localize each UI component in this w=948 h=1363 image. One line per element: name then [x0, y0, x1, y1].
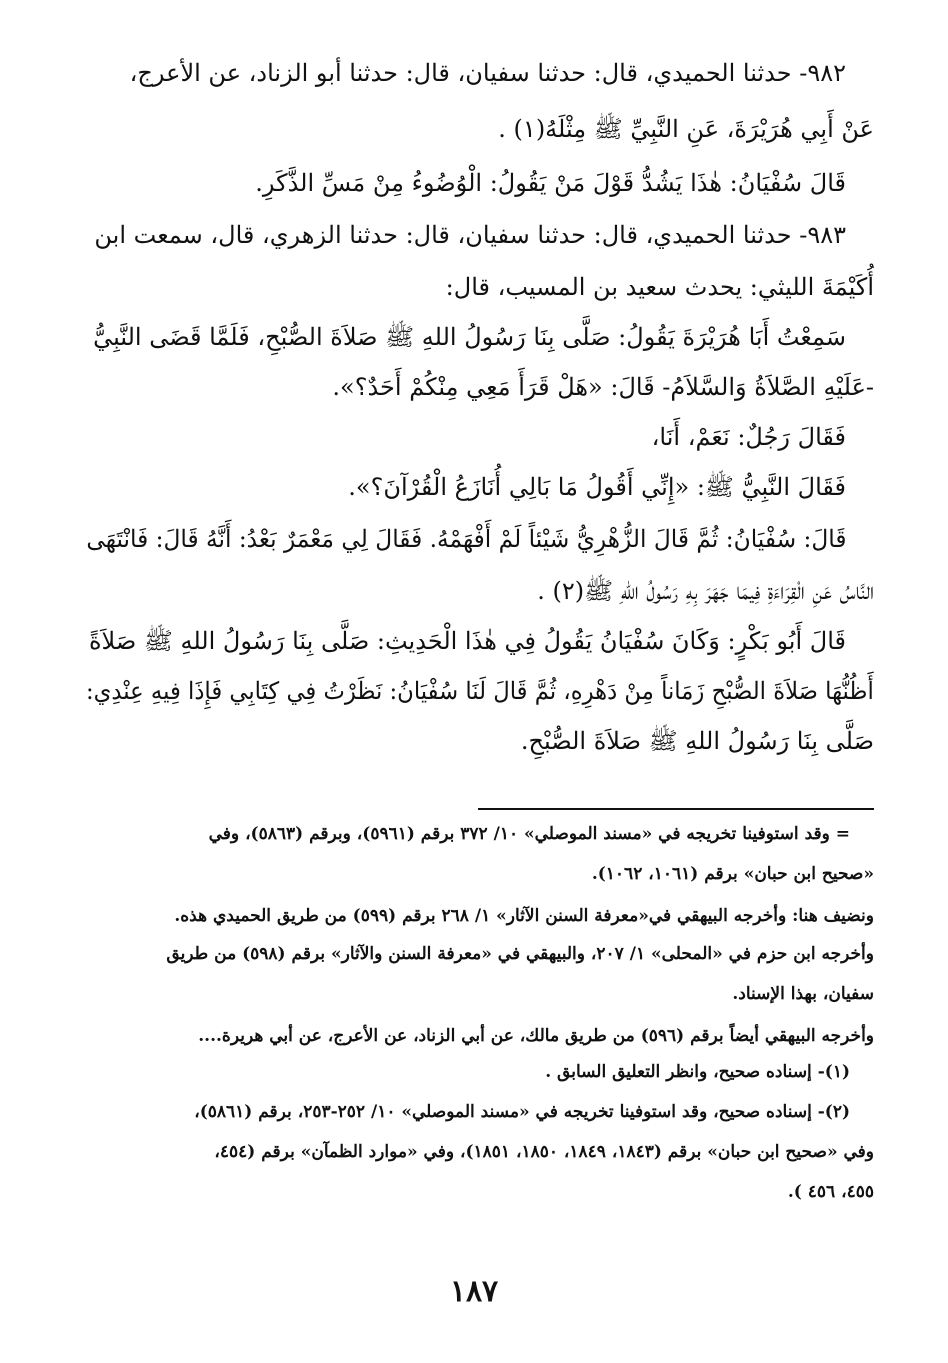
text-line: فَقَالَ النَّبِيُّ ﷺ: «إِنِّي أَقُولُ مَا بَالِي أُنَازَعُ الْقُرْآنَ؟». — [348, 473, 846, 501]
footnote-line: «صحيح ابن حبان» برقم (١٠٦١، ١٠٦٢). — [591, 864, 874, 884]
footnote-line: ٤٥٥، ٤٥٦ ). — [787, 1182, 874, 1202]
text-line: قَالَ: سُفْيَانُ: ثُمَّ قَالَ الزُّهْرِيُّ شَيْئاً لَمْ أَفْهَمْهُ. فَقَالَ لِي مَعْمَرٌ بَعْدُ: أَنَّهُ قَالَ: فَانْتَهَى — [86, 525, 847, 553]
text-line: ٩٨٣- حدثنا الحميدي، قال: حدثنا سفيان، قال: حدثنا الزهري، قال، سمعت ابن — [94, 221, 846, 249]
footnote-line: سفيان، بهذا الإسناد. — [732, 984, 874, 1004]
text-line: ٩٨٢- حدثنا الحميدي، قال: حدثنا سفيان، قال: حدثنا أبو الزناد، عن الأعرج، — [129, 59, 846, 87]
text-line: أَظُنُّهَا صَلاَةَ الصُّبْحِ زَمَاناً مِنْ دَهْرِهِ، ثُمَّ قَالَ لَنَا سُفْيَانُ: نَظَرْتُ فِي كِتَابِي فَإِذَا فِيهِ عِنْدِي: — [86, 677, 874, 705]
text-line: -عَلَيْهِ الصَّلاَةُ وَالسَّلاَمُ- قَالَ: «هَلْ قَرَأَ مَعِي مِنْكُمْ أَحَدٌ؟». — [332, 373, 874, 401]
footnote-line: وأخرجه ابن حزم في «المحلى» ١/ ٢٠٧، والبيهقي في «معرفة السنن والآثار» برقم (٥٩٨) من طريق — [166, 944, 874, 964]
footnote-line: (٢)- إسناده صحيح، وقد استوفينا تخريجه في «مسند الموصلي» ١٠/ ٢٥٢-٢٥٣، برقم (٥٨٦١)، — [194, 1102, 850, 1122]
footnote-line: ونضيف هنا: وأخرجه البيهقي في«معرفة السنن الآثار» ١/ ٢٦٨ برقم (٥٩٩) من طريق الحميدي هذه. — [174, 906, 874, 926]
footnote-line: وفي «صحيح ابن حبان» برقم (١٨٤٣، ١٨٤٩، ١٨٥٠، ١٨٥١)، وفي «موارد الظمآن» برقم (٤٥٤، — [214, 1142, 874, 1162]
text-line: أُكَيْمَةَ الليثي: يحدث سعيد بن المسيب، قال: — [445, 273, 874, 301]
footnote-line: = وقد استوفينا تخريجه في «مسند الموصلي» ١٠/ ٣٧٢ برقم (٥٩٦١)، وبرقم (٥٨٦٣)، وفي — [208, 824, 850, 844]
text-line: قَالَ سُفْيَانُ: هٰذَا يَشُدُّ قَوْلَ مَنْ يَقُولُ: الْوُضُوءُ مِنْ مَسِّ الذَّكَرِ. — [255, 169, 846, 197]
text-line: فَقَالَ رَجُلٌ: نَعَمْ، أَنَا، — [651, 423, 846, 451]
text-line: سَمِعْتُ أَبَا هُرَيْرَةَ يَقُولُ: صَلَّى بِنَا رَسُولُ اللهِ ﷺ صَلاَةَ الصُّبْحِ، فَلَمَّا قَضَى النَّبِيُّ — [93, 323, 846, 351]
footnote-line: وأخرجه البيهقي أيضاً برقم (٥٩٦) من طريق مالك، عن أبي الزناد، عن الأعرج، عن أبي هريرة.... — [198, 1026, 874, 1046]
text-line: النَّاسُ عَنِ الْقِرَاءَةِ فِيمَا جَهَرَ بِهِ رَسُولُ اللهِ ﷺ(٢) . — [537, 577, 874, 605]
footnote-separator — [478, 808, 874, 810]
text-line: قَالَ أَبُو بَكْرٍ: وَكَانَ سُفْيَانُ يَقُولُ فِي هٰذَا الْحَدِيثِ: صَلَّى بِنَا رَسُولُ اللهِ ﷺ صَلاَةً — [88, 627, 846, 655]
footnote-line: (١)- إسناده صحيح، وانظر التعليق السابق . — [545, 1062, 850, 1082]
text-line: صَلَّى بِنَا رَسُولُ اللهِ ﷺ صَلاَةَ الصُّبْحِ. — [520, 727, 874, 755]
text-line: عَنْ أَبِي هُرَيْرَةَ، عَنِ النَّبِيِّ ﷺ مِثْلَهُ(١) . — [498, 115, 874, 143]
page-number: ١٨٧ — [449, 1274, 499, 1309]
